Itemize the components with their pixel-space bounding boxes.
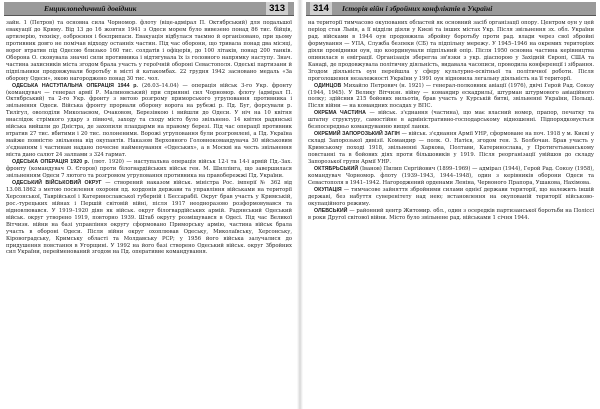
entry-headword: ОЛЕВСЬКИЙ	[314, 207, 348, 214]
dictionary-entry	[308, 187, 594, 208]
entry-text: (Іванов) Пилип Сергійович (1899–1969) — адмірал (1944), Герой Рад. Союзу (1958), командувач Чорномор. флоту (1939–1943, 1944–1948), один з керівників оборони Одеси та Севастополя в 1941–1942. Нагороджений орденами Леніна, Червоного Прапора, Ушакова, Нахімова.	[308, 166, 594, 186]
entry-text: Михайло Петрович (н. 1921) — генерал-полковник авіації (1976), двічі Герой Рад. Союзу (1944, 1945). У Велику Вітчизн. війну — командир ескадрильї, штурман штурмового авіаційного полку; здійснив 215 бойових вильотів, брав участь у Курській битві, звільненні України, Польщі. Після війни — на командних посадах у ВПС.	[308, 82, 595, 110]
right-running-title: Історія війн і збройних конфліктів в Україні	[342, 4, 493, 13]
dictionary-entry	[308, 166, 594, 187]
continued-paragraph: на території тимчасово окупованих областей як основний засіб організації опору. Центром оун у цей період став Львів, а її відділи діяли у Києві та інших містах Укр. Після звільнення зх. обл. України рад. війсками в 1944 оун продовжила збройну боротьбу проти рад. влади через свої збройні формування — УПА, Служба безпеки (СБ) та підпільну мережу. У 1945–1946 на окремих територіях діяли провідники оун, що координували підпільний опір. Після 1950 основна частина керівництва опинилася в еміграції. Організація зберегла зв'язки з укр. діаспорою у Західній Європі, США та Канаді, де продовжувала політичну діяльність, видавала часописи, проводила конференції і зібрання. Згодом діяльність оун перейшла у сферу культурно-освітньої та політичної роботи. Після проголошення незалежності України у 1991 оун відновила легальну діяльність на її території.	[308, 20, 594, 82]
entry-text: — тимчасове зайняття збройними силами однієї держави території, що належить іншій державі, без набуття суверенітету над нею; встановлення на окупованій території військово-окупаційного режиму.	[308, 186, 594, 207]
dictionary-entry	[308, 208, 594, 222]
left-page-body	[4, 16, 294, 256]
entry-headword: ОДЕСЬКИЙ ВІЙСЬКОВИЙ ОКРУГ	[12, 179, 102, 186]
dictionary-entry	[308, 83, 594, 111]
right-page-body	[306, 16, 596, 222]
dictionary-entry	[6, 159, 292, 180]
left-running-title: Енциклопедичний довідник	[44, 4, 137, 13]
entry-text: — військ. з'єднання Армії УНР, сформоване на поч. 1918 у м. Києві у складі Запорозької дивізії. Командир — полк. О. Натієв, згодом ген. З. Болбочан. Брав участь у Кримському поході 1918, звільненні Харкова, Полтави, Катеринослава, у Протигетьманському повстанні та в бойових діях проти більшовиків у 1919. Після реорганізації увійшов до складу Запорозької групи Армії УНР.	[308, 131, 595, 166]
dictionary-entry	[308, 131, 594, 166]
right-page	[306, 0, 596, 409]
dictionary-entry	[308, 110, 594, 131]
entry-text: — районний центр Житомир. обл., один з осередків партизанської боротьби на Поліссі в роки Другої світової війни. Місто було звільнене рад. військами 1 січня 1944.	[308, 207, 594, 221]
entry-headword: ОДЕСЬКА НАСТУПАЛЬНА ОПЕРАЦІЯ 1944 р.	[12, 82, 138, 89]
entry-text: — військ. з'єднання (частина), що має власний номер, прапор, печатку та штатну структуру, самостійне в адміністративно-господарському відношенні. Підпорядковується безпосередньо командуванню вищої ланки.	[308, 110, 594, 131]
entry-headword: ОКРЕМА ЧАСТИНА	[314, 110, 366, 117]
right-page-number: 314	[310, 2, 332, 15]
left-page	[4, 0, 294, 409]
continued-paragraph: зайн. 1 (Петров) та основна сила Чорномор. флоту (віце-адмірал П. Октябрський) для подальшої евакуації до Криму. Від 13 до 16 жовтня 1941 з Одеси морем було вивезено понад 86 тис. бійців, артилерію, техніку, озброєння і боєприпаси. Евакуація відбулася таємно й організовано, при цьому противник довго не помічав відходу останніх частин. Під час оборони, що тривала понад два місяці, ворог втратив під Одесою близько 160 тис. солдатів і офіцерів, до 100 літаків, понад 200 танків. Оборона О. сковувала значні сили противника і відтягувала їх із головного напрямку наступу. Знач. частина захисників міста згодом брала участь у героїчній обороні Севастополя. Одеські партизани й підпільники продовжували боротьбу в місті й катакомбах. 22 грудня 1942 засновано медаль «За оборону Одеси», якою нагороджено понад 30 тис. чол.	[6, 20, 292, 82]
dictionary-entry	[6, 180, 292, 256]
entry-headword: ОДЕСЬКА ОПЕРАЦІЯ 1920 р.	[12, 159, 90, 166]
right-page-header	[306, 2, 596, 16]
entry-headword: ОКРЕМИЙ ЗАПОРОЗЬКИЙ ЗАГІН	[314, 131, 400, 138]
left-page-number: 313	[266, 2, 288, 15]
left-page-header	[4, 2, 294, 16]
entry-headword: ОДИНЦОВ	[314, 82, 342, 89]
entry-headword: ОКТЯБРЬСЬКИЙ	[314, 166, 359, 173]
dictionary-entry	[6, 83, 292, 159]
entry-text: (лют. 1920) — наступальна операція військ 12-ї та 14-ї армій Пд.-Зах. фронту (командувач О. Єгоров) проти білогвардійських військ ген. М. Шиллінга, що завершилася звільненням Одеси 7 лютого та розгромом угруповання противника на правобережжі Пд. України.	[6, 159, 292, 179]
entry-text: (26.03–14.04) — операція військ 3-го Укр. фронту (командувач — генерал армії Р. Малиновський) при сприянні сил Чорномор. флоту (адмірал П. Октябрський) та 2-го Укр. фронту з метою розгрому приморського угруповання противника і звільнення Одеси. Війська фронту прорвали оборону ворога на рубежі р. Пд. Буг, форсували р. Тилігул, оволоділи Миколаєвом, Очаковом, Березівкою і вийшли до Одеси. У ніч на 10 квітня внаслідок стрімкого удару з півночі, заходу та сходу місто було звільнено. 14 квітня радянські війська вийшли до Дністра, де захопили плацдарми на правому березі. Під час операції противник втратив 27 тис. вбитими і 20 тис. полоненими. Ворожі угруповання були розгромлені, а Пд. Україна майже повністю звільнена від окупантів. Наказом Верховного Головнокомандувача 30 військовим з'єднанням і частинам надано почесне найменування «Одеських», а в Москві на честь звільнення міста дано салют 24 залпами з 324 гармат.	[6, 82, 293, 159]
entry-text: — створений наказом військ. міністра Рос. імперії № 362 від 13.08.1862 з метою посилення охорони пд. кордонів держави та управління військами на території Херсонської, Таврійської і Катеринославської губерній і Бессарабії. Округ брав участь у Кримській, рос.-турецьких війнах і Першій світовій війні, після 1917 неодноразово розформовувався та відновлювався. У 1919–1920 діяв як військ. округ білогвардійських армій. Радянський Одеський військ. округ утворено 1919, повторно 1939. Штаб округу розміщувався в Одесі. Під час Великої Вітчизн. війни на базі управління округу сформовано Приморську армію, частина військ брала участь в обороні Одеси. Після війни округ охоплював Одеську, Миколаївську, Херсонську, Кіровоградську, Кримську області та Молдавську РСР; у 1956 його війська залучалися до придушення повстання в Угорщині. У 1992 на його базі створено Одеський військ. округ Збройних сил України, перейменований згодом на Пд. оперативне командування.	[6, 179, 293, 256]
book-gutter	[297, 0, 303, 409]
entry-headword: ОКУПАЦІЯ	[314, 186, 342, 193]
